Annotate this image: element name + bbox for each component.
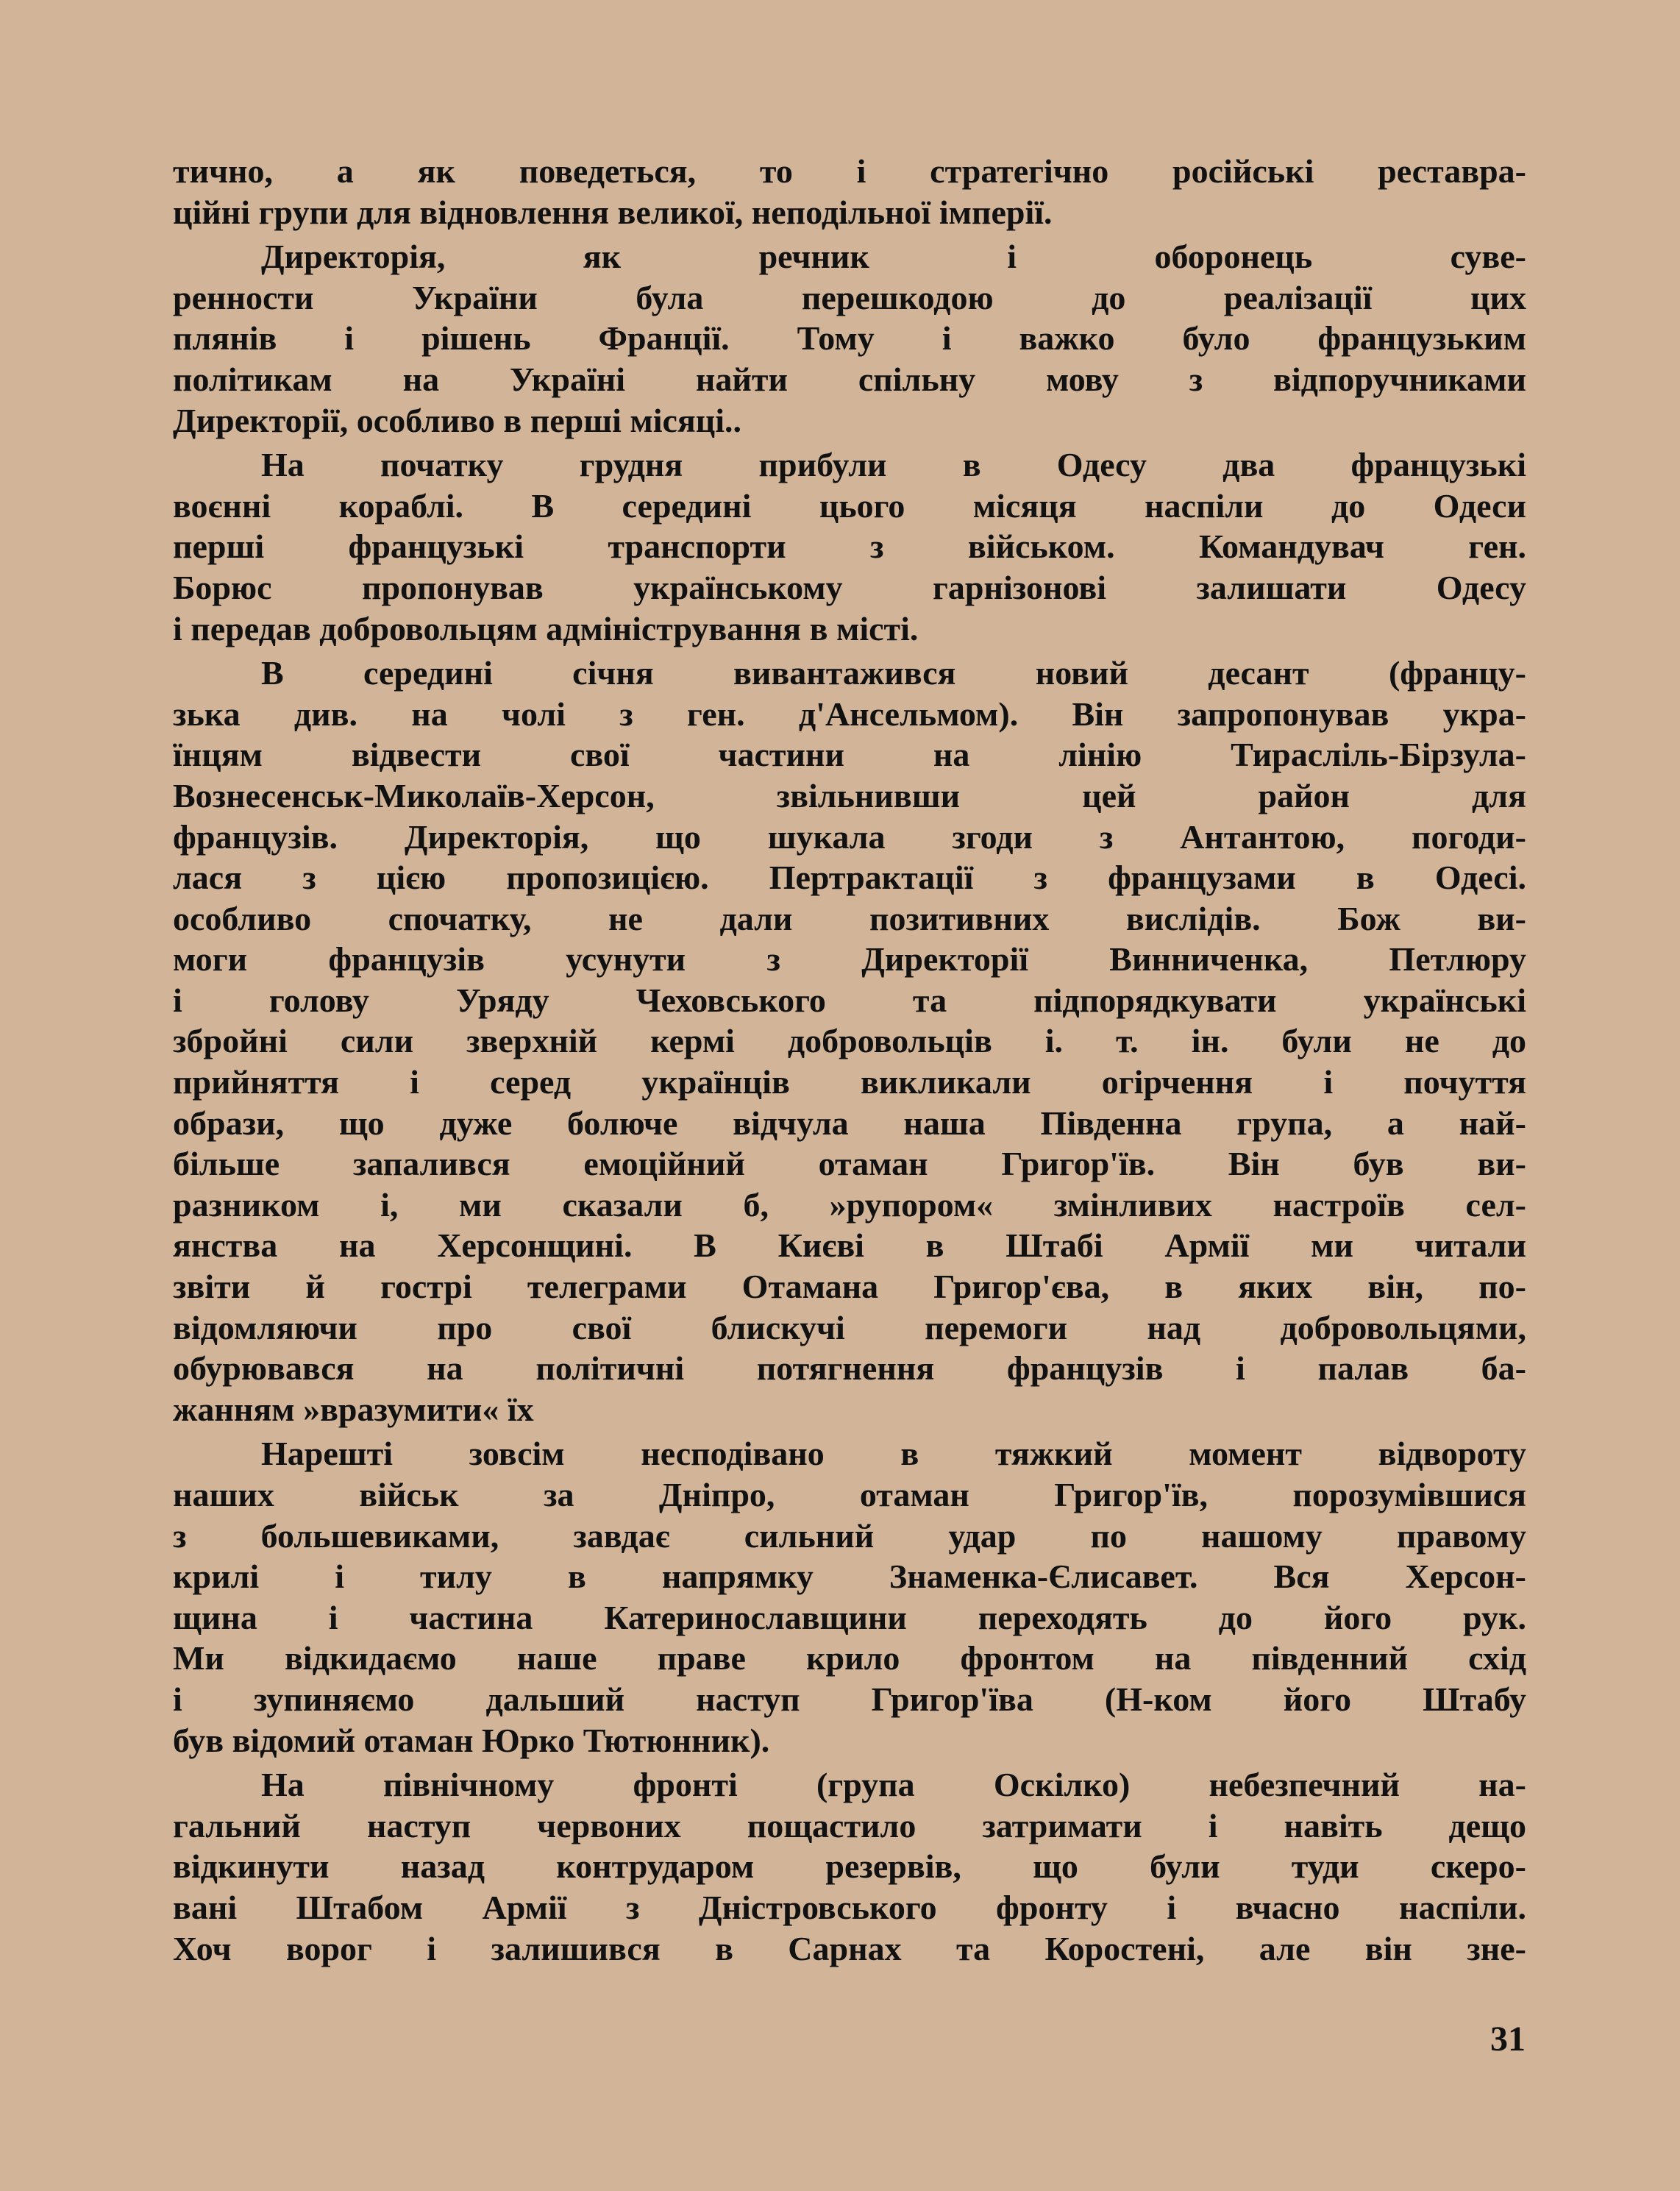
- text-line: жанням »вразумити« їх: [173, 1390, 534, 1428]
- text-line: Директорії, особливо в перші місяці..: [173, 401, 742, 439]
- text-line: збройні сили зверхній кермі добровольців і. т. ін. були не до: [173, 1022, 1526, 1060]
- paragraph: [173, 444, 1526, 649]
- text-line: ційні групи для відновлення великої, неподільної імперії.: [173, 193, 1053, 231]
- text-line: був відомий отаман Юрко Тютюнник).: [173, 1721, 770, 1759]
- text-line: обурювався на політичні потягнення французів і палав ба-: [173, 1349, 1526, 1388]
- text-line: і передав добровольцям адміністрування в місті.: [173, 609, 919, 647]
- text-line: крилі і тилу в напрямку Знаменка-Єлисавет. Вся Херсон-: [173, 1558, 1526, 1596]
- text-line: прийняття і серед українців викликали огірчення і почуття: [173, 1063, 1526, 1101]
- paragraph: [173, 151, 1526, 232]
- text-line: гальний наступ червоних пощастило затримати і навіть дещо: [173, 1806, 1526, 1844]
- text-line: воєнні кораблі. В середині цього місяця наспіли до Одеси: [173, 486, 1526, 525]
- text-line: На північному фронті (група Оскілко) небезпечний на-: [261, 1766, 1526, 1804]
- text-line: зька див. на чолі з ген. д'Ансельмом). Він запропонував укра-: [173, 695, 1526, 733]
- text-line: Ми відкидаємо наше праве крило фронтом на південний схід: [173, 1639, 1526, 1677]
- text-line: відкинути назад контрударом резервів, що були туди скеро-: [173, 1847, 1526, 1886]
- text-line: моги французів усунути з Директорії Винниченка, Петлюру: [173, 940, 1526, 979]
- text-line: особливо спочатку, не дали позитивних вислідів. Бож ви-: [173, 899, 1526, 937]
- paragraph: [173, 1764, 1526, 1969]
- text-line: їнцям відвести свої частини на лінію Тирасліль-Бірзула-: [173, 736, 1526, 774]
- text-line: звіти й гострі телеграми Отамана Григор'єва, в яких він, по-: [173, 1268, 1526, 1306]
- text-line: ренности України була перешкодою до реалізації цих: [173, 278, 1526, 316]
- page-text: [173, 151, 1526, 1972]
- text-line: лася з цією пропозицією. Пертрактації з французами в Одесі.: [173, 859, 1526, 897]
- text-line: тично, а як поведеться, то і стратегічно російські реставра-: [173, 152, 1526, 190]
- text-line: французів. Директорія, що шукала згоди з Антантою, погоди-: [173, 817, 1526, 856]
- text-line: вані Штабом Армії з Дністровського фронту і вчасно наспіли.: [173, 1888, 1526, 1926]
- paragraph: [173, 1433, 1526, 1761]
- text-line: і голову Уряду Чеховського та підпорядкувати українські: [173, 981, 1526, 1019]
- text-line: щина і частина Катеринославщини переходять до його рук.: [173, 1598, 1526, 1636]
- text-line: плянів і рішень Франції. Тому і важко було французьким: [173, 319, 1526, 358]
- text-line: з большевиками, завдає сильний удар по нашому правому: [173, 1516, 1526, 1555]
- text-line: відомляючи про свої блискучі перемоги над добровольцями,: [173, 1308, 1526, 1346]
- text-line: Борюс пропонував українському гарнізонові залишати Одесу: [173, 568, 1526, 606]
- text-line: політикам на Україні найти спільну мову з відпоручниками: [173, 360, 1526, 398]
- page-number: 31: [1490, 2020, 1526, 2059]
- text-line: Нарешті зовсім несподівано в тяжкий момент відвороту: [261, 1435, 1526, 1473]
- text-line: і зупиняємо дальший наступ Григор'їва (Н-ком його Штабу: [173, 1680, 1526, 1718]
- text-line: наших військ за Дніпро, отаман Григор'їв, порозумівшися: [173, 1476, 1526, 1513]
- text-line: образи, що дуже болюче відчула наша Південна група, а най-: [173, 1104, 1526, 1142]
- text-line: більше запалився емоційний отаман Григор'їв. Він був ви-: [173, 1145, 1526, 1183]
- text-line: перші французькі транспорти з військом. Командувач ген.: [173, 528, 1526, 566]
- text-line: янства на Херсонщині. В Києві в Штабі Армії ми читали: [173, 1226, 1526, 1265]
- text-line: разником і, ми сказали б, »рупором« змінливих настроїв сел-: [173, 1185, 1526, 1224]
- paragraph: [173, 236, 1526, 441]
- text-line: Вознесенськ-Миколаїв-Херсон, звільнивши цей район для: [173, 776, 1526, 814]
- text-line: Директорія, як речник і оборонець суве-: [261, 238, 1526, 276]
- text-line: На початку грудня прибули в Одесу два французькі: [261, 446, 1526, 484]
- paragraph: [173, 653, 1526, 1430]
- text-line: Хоч ворог і залишився в Сарнах та Коростені, але він зне-: [173, 1929, 1526, 1967]
- text-line: В середині січня вивантажився новий десант (францу-: [261, 654, 1526, 692]
